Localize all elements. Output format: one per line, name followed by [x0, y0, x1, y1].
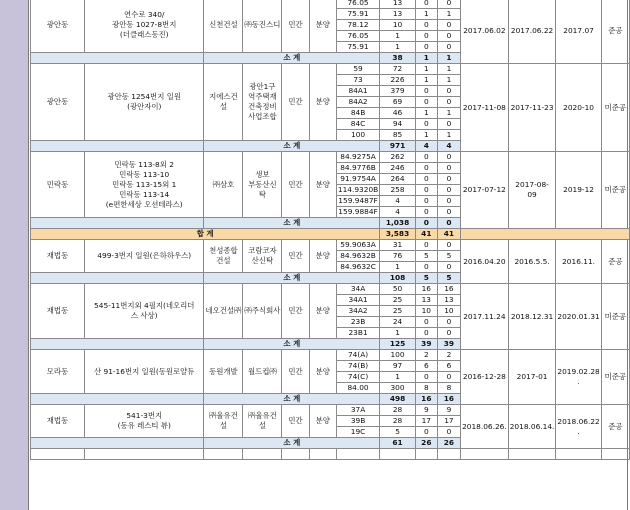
status-cell: 미준공: [601, 284, 629, 350]
count-a-cell: 1: [415, 9, 437, 20]
units-cell: 50: [380, 284, 416, 295]
unit-type-cell: 84A1: [336, 86, 379, 97]
subtotal-units: 1,038: [380, 218, 416, 229]
empty-cell: [282, 449, 309, 460]
units-cell: 72: [380, 64, 416, 75]
units-cell: 4: [380, 196, 416, 207]
address-cell: 499-3번지 일원(은하하우스): [85, 240, 204, 273]
count-b-cell: 0: [437, 185, 460, 196]
status-cell: 미준공: [601, 350, 629, 405]
dong-cell: 재법동: [31, 240, 85, 273]
count-b-cell: 0: [437, 86, 460, 97]
table-row: [31, 240, 630, 251]
builder-cell: 지에스건 설: [204, 64, 243, 141]
housing-supply-table: [30, 0, 630, 460]
unit-type-cell: 19C: [336, 427, 379, 438]
subtotal-b: 5: [437, 273, 460, 284]
unit-type-cell: 75.91: [336, 42, 379, 53]
subtotal-left-blank: [31, 394, 204, 405]
table-row: [31, 152, 630, 163]
status-cell: 준공: [601, 0, 629, 64]
unit-type-cell: 84A2: [336, 97, 379, 108]
count-b-cell: 1: [437, 130, 460, 141]
dong-cell: 민락동: [31, 152, 85, 218]
date-1-cell: 2017-07-12: [461, 152, 509, 229]
subtotal-b: 16: [437, 394, 460, 405]
count-a-cell: 0: [415, 185, 437, 196]
units-cell: 100: [380, 350, 416, 361]
unit-type-cell: 84.9632B: [336, 251, 379, 262]
count-b-cell: 0: [437, 207, 460, 218]
grand-total-units: 3,583: [380, 229, 416, 240]
developer-cell: 생보 부동산신 탁: [243, 152, 282, 218]
unit-type-cell: 78.12: [336, 20, 379, 31]
table-row: [31, 350, 630, 361]
empty-cell: [601, 449, 629, 460]
count-a-cell: 9: [415, 405, 437, 416]
unit-type-cell: 159.9884F: [338, 207, 378, 216]
status-cell: 미준공: [601, 64, 629, 152]
subtotal-a: 5: [415, 273, 437, 284]
date-2-cell: 2018.06.14.: [508, 405, 556, 449]
count-a-cell: 16: [415, 284, 437, 295]
count-a-cell: 0: [415, 427, 437, 438]
units-cell: 13: [380, 9, 416, 20]
unit-type-cell: 91.9754A: [336, 174, 379, 185]
developer-cell: 코람코자 산신탁: [243, 240, 282, 273]
units-cell: 1: [380, 372, 416, 383]
units-cell: 24: [380, 317, 416, 328]
unit-type-cell: 74(C): [336, 372, 379, 383]
count-a-cell: 0: [415, 372, 437, 383]
count-b-cell: 0: [437, 317, 460, 328]
unit-type-cell: 84B: [336, 108, 379, 119]
count-b-cell: 0: [437, 97, 460, 108]
date-3-cell: 2018.06.22 .: [556, 405, 601, 449]
unit-type-cell: 84C: [336, 119, 379, 130]
count-b-cell: 10: [437, 306, 460, 317]
address-cell: 541-3번지 (동유 레스티 뷰): [85, 405, 204, 438]
grand-total-blank: [461, 229, 630, 240]
count-a-cell: 0: [415, 207, 437, 218]
date-2-cell: 2018.12.31: [508, 284, 556, 350]
units-cell: 97: [380, 361, 416, 372]
count-b-cell: 0: [437, 328, 460, 339]
count-a-cell: 5: [415, 251, 437, 262]
count-a-cell: 0: [415, 163, 437, 174]
empty-cell: [415, 449, 437, 460]
supply-cell: 분양: [309, 240, 336, 273]
count-a-cell: 0: [415, 119, 437, 130]
count-b-cell: 0: [437, 372, 460, 383]
count-a-cell: 0: [415, 20, 437, 31]
empty-cell: [556, 449, 601, 460]
grand-total-b: 41: [437, 229, 460, 240]
unit-type-cell: 73: [336, 75, 379, 86]
supply-cell: 분양: [309, 350, 336, 394]
units-cell: 85: [380, 130, 416, 141]
subtotal-a: 4: [415, 141, 437, 152]
count-b-cell: 1: [437, 64, 460, 75]
subtotal-label: 소 계: [204, 53, 380, 64]
units-cell: 1: [380, 328, 416, 339]
date-3-cell: 2019-12: [556, 152, 601, 229]
dong-cell: 광안동: [31, 64, 85, 141]
subtotal-b: 4: [437, 141, 460, 152]
count-b-cell: 13: [437, 295, 460, 306]
count-b-cell: 0: [437, 196, 460, 207]
count-b-cell: 0: [437, 174, 460, 185]
subtotal-label: 소 계: [204, 273, 380, 284]
count-b-cell: 0: [437, 119, 460, 130]
count-a-cell: 0: [415, 328, 437, 339]
left-border-line: [28, 0, 29, 510]
empty-cell: [461, 449, 509, 460]
status-cell: 미준공: [601, 152, 629, 229]
unit-type-cell: 34A: [336, 284, 379, 295]
date-3-cell: 2017.07: [556, 0, 601, 64]
empty-cell: [336, 449, 379, 460]
count-a-cell: 0: [415, 240, 437, 251]
unit-type-cell: 74(A): [336, 350, 379, 361]
units-cell: 10: [380, 20, 416, 31]
count-b-cell: 16: [437, 284, 460, 295]
date-1-cell: 2017.11.24: [461, 284, 509, 350]
count-a-cell: 1: [415, 64, 437, 75]
count-a-cell: 0: [415, 262, 437, 273]
subtotal-a: 1: [415, 53, 437, 64]
date-1-cell: 2017.06.02: [461, 0, 509, 64]
address-cell: 민락동 113-8외 2 민락동 113-10 민락동 113-15외 1 민락동 113-14 (e편한세상 오션테라스): [85, 152, 204, 218]
units-cell: 379: [380, 86, 416, 97]
date-3-cell: 2016.11.: [556, 240, 601, 284]
dong-cell: 재법동: [31, 405, 85, 438]
supply-cell: 분양: [309, 284, 336, 339]
unit-type-cell: 75.91: [336, 9, 379, 20]
unit-type-cell: 34A2: [336, 306, 379, 317]
count-a-cell: 10: [415, 306, 437, 317]
subtotal-left-blank: [31, 339, 204, 350]
count-b-cell: 9: [437, 405, 460, 416]
developer-cell: ㈜율유건 설: [243, 405, 282, 438]
dong-cell: 모라동: [31, 350, 85, 394]
sector-cell: 민간: [282, 152, 309, 218]
empty-cell: [437, 449, 460, 460]
units-cell: 1: [380, 262, 416, 273]
unit-type-cell: 114.9320B: [337, 185, 379, 194]
dong-cell: 재법동: [31, 284, 85, 339]
empty-cell: [380, 449, 416, 460]
supply-cell: 분양: [309, 152, 336, 218]
grand-total-a: 41: [415, 229, 437, 240]
subtotal-label: 소 계: [204, 339, 380, 350]
subtotal-a: 16: [415, 394, 437, 405]
empty-cell: [508, 449, 556, 460]
count-b-cell: 1: [437, 9, 460, 20]
builder-cell: ㈜율유건 설: [204, 405, 243, 438]
count-b-cell: 1: [437, 108, 460, 119]
count-b-cell: 0: [437, 152, 460, 163]
count-a-cell: 6: [415, 361, 437, 372]
count-a-cell: 1: [415, 130, 437, 141]
units-cell: 25: [380, 295, 416, 306]
unit-type-cell: 159.9487F: [338, 196, 378, 205]
developer-cell: 월드컵㈜: [243, 350, 282, 394]
subtotal-units: 38: [380, 53, 416, 64]
count-b-cell: 5: [437, 251, 460, 262]
sector-cell: 민간: [282, 0, 309, 53]
units-cell: 94: [380, 119, 416, 130]
date-1-cell: 2018.06.26.: [461, 405, 509, 449]
count-a-cell: 0: [415, 317, 437, 328]
unit-type-cell: 37A: [336, 405, 379, 416]
sector-cell: 민간: [282, 240, 309, 273]
developer-cell: ㈜주식회사: [243, 284, 282, 339]
subtotal-left-blank: [31, 218, 204, 229]
subtotal-b: 39: [437, 339, 460, 350]
status-cell: 준공: [601, 405, 629, 449]
units-cell: 300: [380, 383, 416, 394]
empty-cell: [309, 449, 336, 460]
subtotal-a: 39: [415, 339, 437, 350]
count-b-cell: 0: [437, 31, 460, 42]
subtotal-units: 971: [380, 141, 416, 152]
units-cell: 258: [380, 185, 416, 196]
count-a-cell: 0: [415, 97, 437, 108]
units-cell: 5: [380, 427, 416, 438]
unit-type-cell: 59: [336, 64, 379, 75]
units-cell: 262: [380, 152, 416, 163]
left-margin-band: [0, 0, 28, 510]
sector-cell: 민간: [282, 64, 309, 141]
unit-type-cell: 100: [336, 130, 379, 141]
developer-cell: ㈜동진스디: [243, 0, 282, 53]
empty-cell: [31, 449, 85, 460]
subtotal-left-blank: [31, 273, 204, 284]
grand-total-row: [31, 229, 630, 240]
date-2-cell: 2016.5.5.: [508, 240, 556, 284]
count-a-cell: 13: [415, 295, 437, 306]
date-1-cell: 2016.04.20: [461, 240, 509, 284]
count-b-cell: 17: [437, 416, 460, 427]
date-2-cell: 2017-08- 09: [508, 152, 556, 229]
supply-cell: 분양: [309, 405, 336, 438]
count-a-cell: 0: [415, 0, 437, 9]
subtotal-left-blank: [31, 438, 204, 449]
empty-cell: [204, 449, 243, 460]
builder-cell: 천성종합 건설: [204, 240, 243, 273]
subtotal-units: 125: [380, 339, 416, 350]
builder-cell: ㈜삼호: [204, 152, 243, 218]
count-b-cell: 0: [437, 427, 460, 438]
table-row: [31, 64, 630, 75]
subtotal-units: 498: [380, 394, 416, 405]
count-a-cell: 0: [415, 152, 437, 163]
subtotal-units: 108: [380, 273, 416, 284]
units-cell: 1: [380, 42, 416, 53]
units-cell: 76: [380, 251, 416, 262]
count-a-cell: 0: [415, 196, 437, 207]
count-b-cell: 1: [437, 75, 460, 86]
unit-type-cell: 23B1: [336, 328, 379, 339]
builder-cell: 신천건설: [204, 0, 243, 53]
table-row: [31, 405, 630, 416]
units-cell: 28: [380, 405, 416, 416]
dong-cell: 광안동: [31, 0, 85, 53]
date-2-cell: 2017-11-23: [508, 64, 556, 152]
supply-cell: 분양: [309, 0, 336, 53]
subtotal-label: 소 계: [204, 218, 380, 229]
table-row: [31, 0, 630, 9]
date-1-cell: 2016-12-28: [461, 350, 509, 405]
subtotal-b: 26: [437, 438, 460, 449]
date-1-cell: 2017-11-08: [461, 64, 509, 152]
count-b-cell: 0: [437, 262, 460, 273]
count-a-cell: 1: [415, 108, 437, 119]
status-cell: 준공: [601, 240, 629, 284]
subtotal-label: 소 계: [204, 438, 380, 449]
empty-cell: [243, 449, 282, 460]
count-a-cell: 0: [415, 174, 437, 185]
count-a-cell: 2: [415, 350, 437, 361]
units-cell: 13: [380, 0, 416, 9]
count-b-cell: 0: [437, 163, 460, 174]
date-3-cell: 2020-10: [556, 64, 601, 152]
subtotal-label: 소 계: [204, 394, 380, 405]
subtotal-units: 61: [380, 438, 416, 449]
sector-cell: 민간: [282, 405, 309, 438]
builder-cell: 동원개발: [204, 350, 243, 394]
subtotal-b: 0: [437, 218, 460, 229]
units-cell: 31: [380, 240, 416, 251]
units-cell: 1: [380, 31, 416, 42]
unit-type-cell: 39B: [336, 416, 379, 427]
subtotal-left-blank: [31, 53, 204, 64]
unit-type-cell: 84.9275A: [336, 152, 379, 163]
subtotal-b: 1: [437, 53, 460, 64]
count-b-cell: 2: [437, 350, 460, 361]
subtotal-a: 26: [415, 438, 437, 449]
grand-total-label: 합 계: [31, 229, 380, 240]
address-cell: 545-11번지외 4필지(네오리더 스 사상): [85, 284, 204, 339]
units-cell: 69: [380, 97, 416, 108]
units-cell: 264: [380, 174, 416, 185]
date-3-cell: 2020.01.31: [556, 284, 601, 350]
count-a-cell: 8: [415, 383, 437, 394]
count-a-cell: 0: [415, 42, 437, 53]
count-b-cell: 0: [437, 20, 460, 31]
next-row-partial: [31, 449, 630, 460]
count-b-cell: 0: [437, 240, 460, 251]
units-cell: 4: [380, 207, 416, 218]
address-cell: 산 91-16번지 일원(동원로얄듀: [85, 350, 204, 394]
sector-cell: 민간: [282, 350, 309, 394]
units-cell: 46: [380, 108, 416, 119]
units-cell: 226: [380, 75, 416, 86]
unit-type-cell: 84.9776B: [336, 163, 379, 174]
count-b-cell: 0: [437, 42, 460, 53]
unit-type-cell: 84.9632C: [336, 262, 379, 273]
units-cell: 28: [380, 416, 416, 427]
count-b-cell: 0: [437, 0, 460, 9]
builder-cell: 네오건설㈜: [204, 284, 243, 339]
supply-cell: 분양: [309, 64, 336, 141]
unit-type-cell: 84.00: [336, 383, 379, 394]
unit-type-cell: 74(B): [336, 361, 379, 372]
empty-cell: [85, 449, 204, 460]
count-b-cell: 8: [437, 383, 460, 394]
count-a-cell: 17: [415, 416, 437, 427]
developer-cell: 광안1구 역주택재 건축정비 사업조합: [243, 64, 282, 141]
count-b-cell: 6: [437, 361, 460, 372]
units-cell: 25: [380, 306, 416, 317]
units-cell: 246: [380, 163, 416, 174]
subtotal-label: 소 계: [204, 141, 380, 152]
date-2-cell: 2017.06.22: [508, 0, 556, 64]
count-a-cell: 0: [415, 86, 437, 97]
unit-type-cell: 76.05: [336, 0, 379, 9]
unit-type-cell: 23B: [336, 317, 379, 328]
subtotal-left-blank: [31, 141, 204, 152]
unit-type-cell: 34A1: [336, 295, 379, 306]
subtotal-a: 0: [415, 218, 437, 229]
table-row: [31, 284, 630, 295]
count-a-cell: 1: [415, 75, 437, 86]
date-3-cell: 2019.02.28 .: [556, 350, 601, 405]
sector-cell: 민간: [282, 284, 309, 339]
address-cell: 연수로 340/ 광안동 1027-8번지 (더클래스동진): [85, 0, 204, 53]
address-cell: 광안동 1254번지 일원 (광안자이): [85, 64, 204, 141]
date-2-cell: 2017-01: [508, 350, 556, 405]
unit-type-cell: 76.05: [336, 31, 379, 42]
unit-type-cell: 59.9063A: [336, 240, 379, 251]
count-a-cell: 0: [415, 31, 437, 42]
